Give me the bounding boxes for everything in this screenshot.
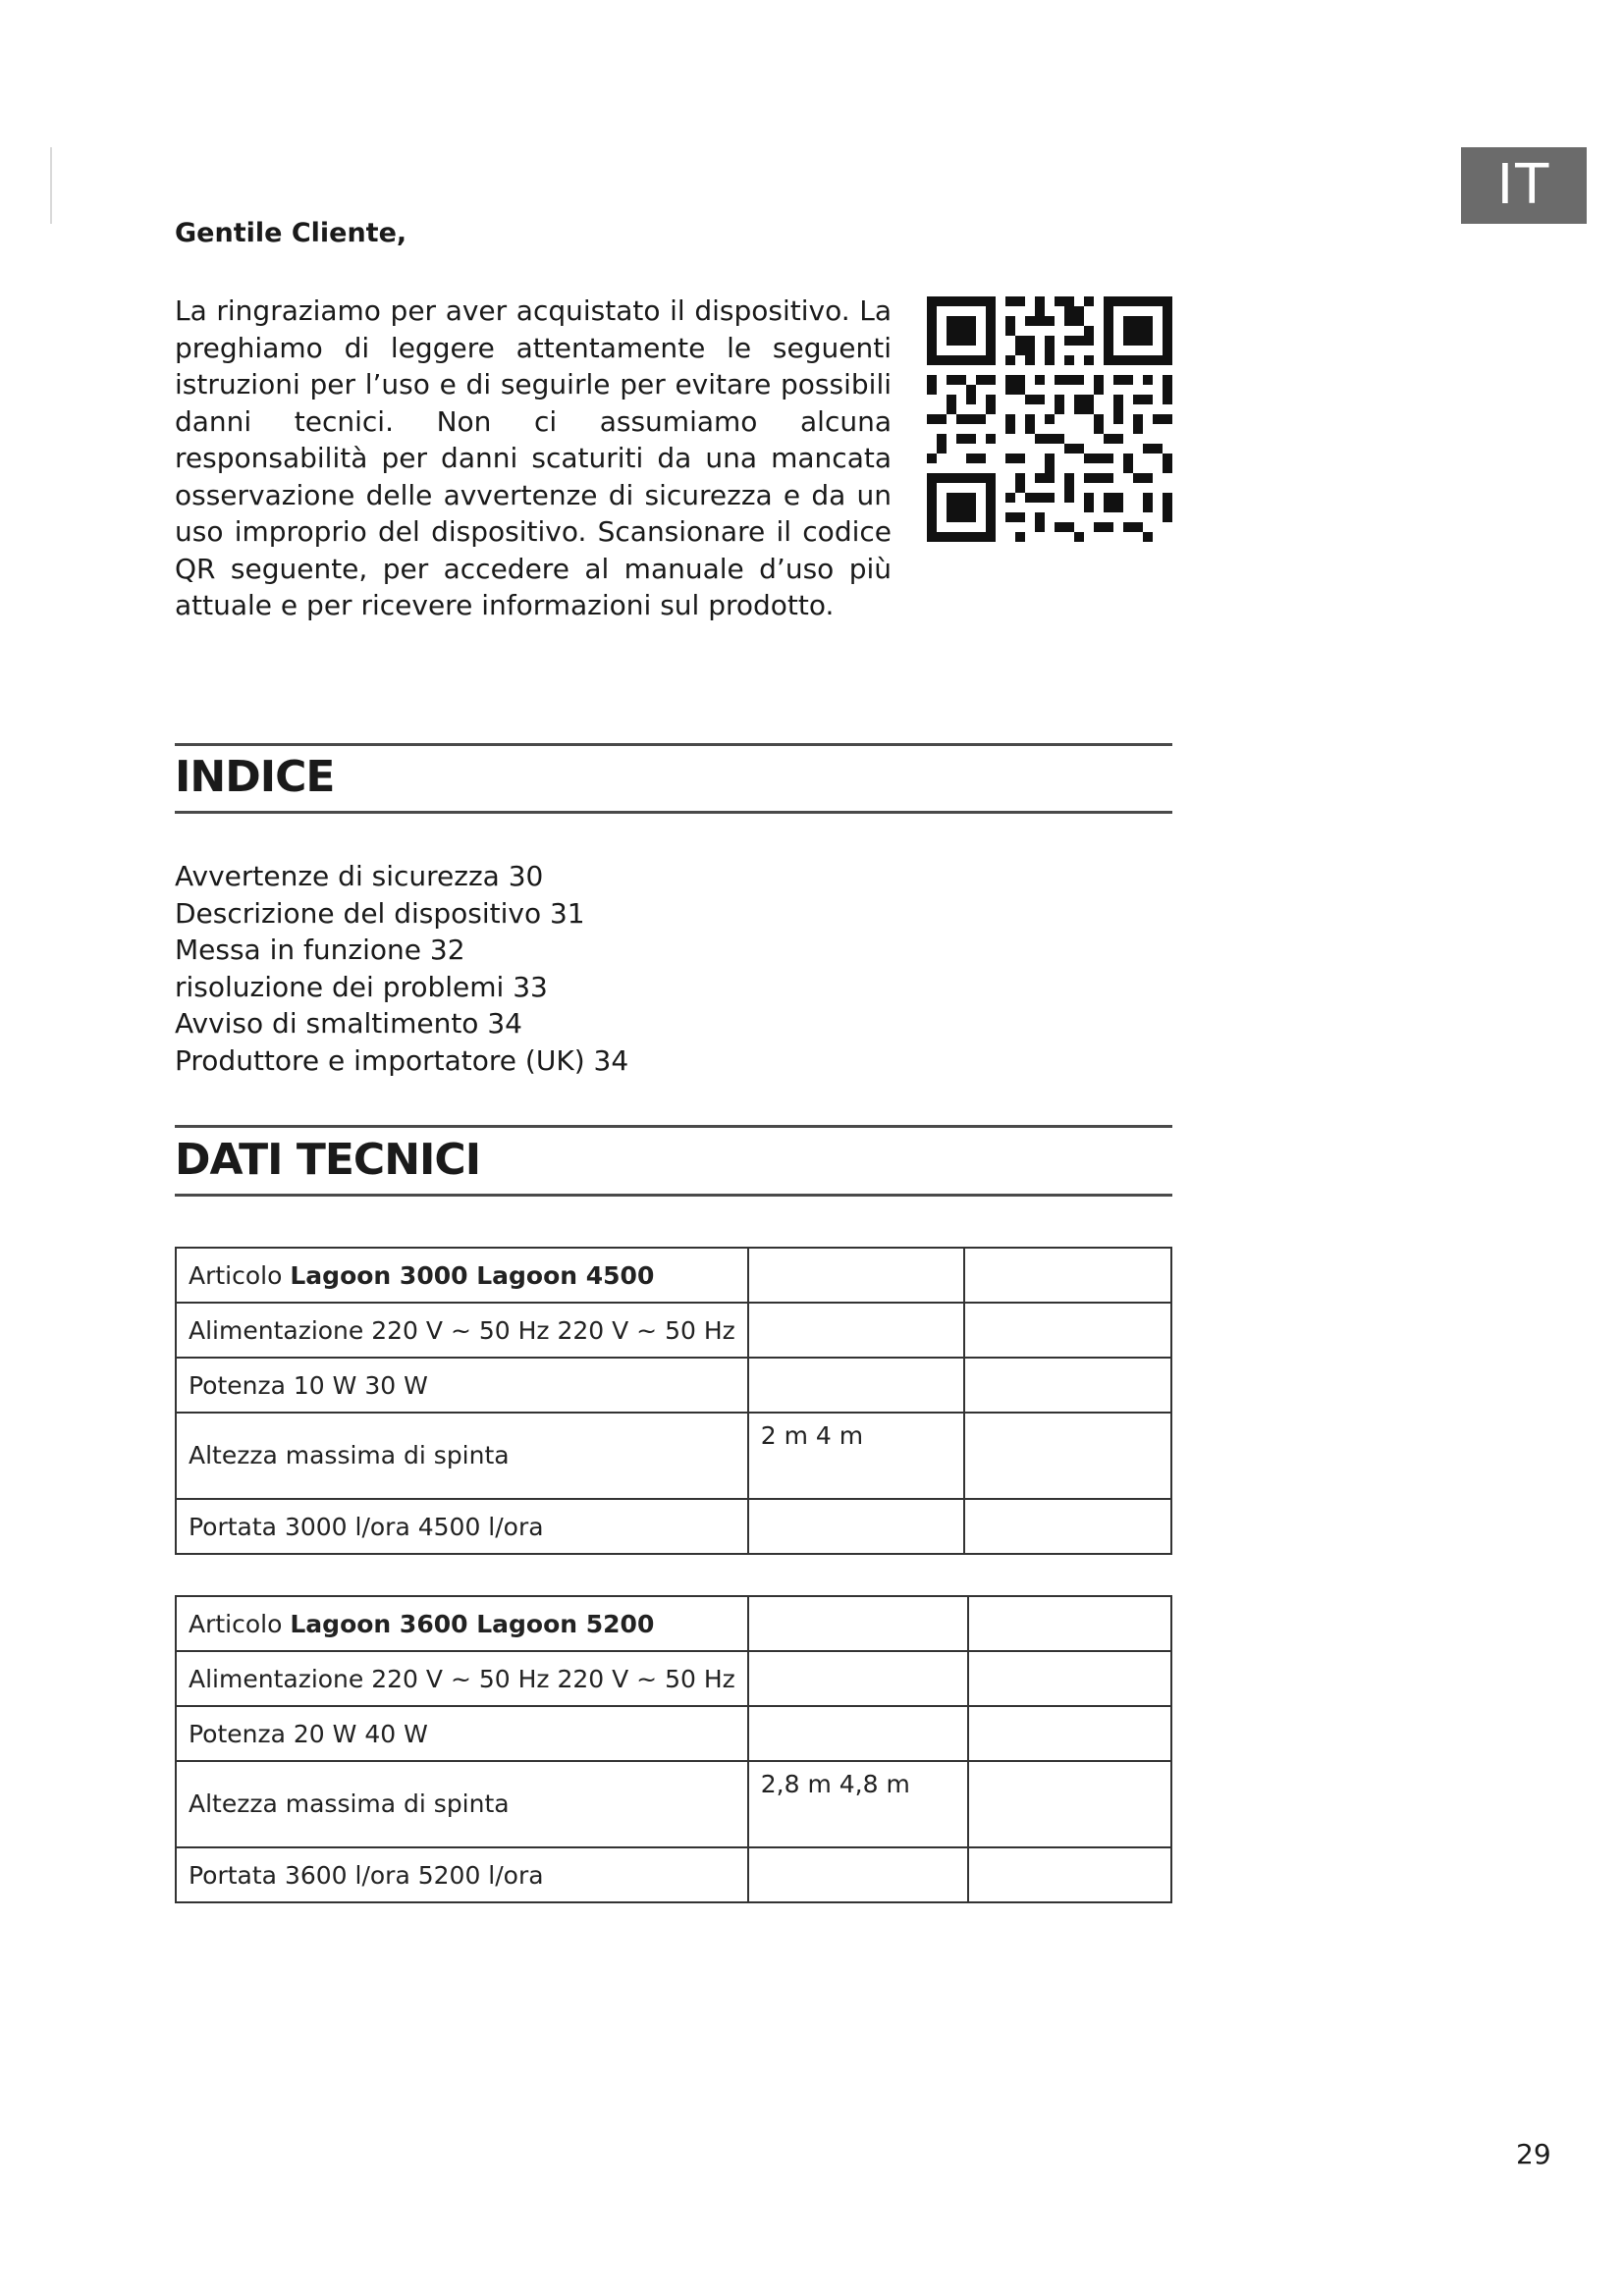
- article-models: Lagoon 3000 Lagoon 4500: [290, 1260, 655, 1290]
- qr-code: [927, 294, 1172, 544]
- index-rule-bottom: [175, 811, 1172, 814]
- tech-rule-top: [175, 1125, 1172, 1128]
- power: Potenza 10 W 30 W: [176, 1358, 748, 1413]
- language-tab: IT: [1461, 147, 1587, 224]
- tech-rule-bottom: [175, 1194, 1172, 1197]
- power: Potenza 20 W 40 W: [176, 1706, 748, 1761]
- table-row: [176, 1248, 1171, 1303]
- index-item: risoluzione dei problemi 33: [175, 970, 548, 1003]
- tech-heading: DATI TECNICI: [175, 1135, 481, 1185]
- margin-line: [50, 147, 52, 224]
- table-row: [176, 1499, 1171, 1554]
- index-list: [175, 858, 628, 1079]
- greeting: Gentile Cliente,: [175, 218, 407, 248]
- index-heading: INDICE: [175, 752, 335, 802]
- table-row: [176, 1847, 1171, 1902]
- power-supply: Alimentazione 220 V ~ 50 Hz 220 V ~ 50 Hz: [189, 1315, 735, 1345]
- index-item: Produttore e importatore (UK) 34: [175, 1043, 629, 1077]
- index-item: Messa in funzione 32: [175, 934, 465, 966]
- height-value: 2,8 m 4,8 m: [748, 1761, 968, 1847]
- table-row: [176, 1358, 1171, 1413]
- index-item: Descrizione del dispositivo 31: [175, 896, 585, 930]
- page-number: 29: [1516, 2138, 1551, 2170]
- article-models: Lagoon 3600 Lagoon 5200: [290, 1609, 655, 1638]
- spec-table-2: [175, 1595, 1172, 1903]
- spec-table-1: [175, 1247, 1172, 1555]
- index-item: Avviso di smaltimento 34: [175, 1007, 522, 1040]
- table-row: [176, 1596, 1171, 1651]
- article-label: Articolo: [189, 1260, 283, 1290]
- table-row: [176, 1706, 1171, 1761]
- table-row: [176, 1303, 1171, 1358]
- table-row: [176, 1761, 1171, 1847]
- article-label: Articolo: [189, 1609, 283, 1638]
- height-value: 2 m 4 m: [748, 1413, 964, 1499]
- flow: Portata 3600 l/ora 5200 l/ora: [189, 1860, 544, 1890]
- table-row: [176, 1413, 1171, 1499]
- power-supply: Alimentazione 220 V ~ 50 Hz 220 V ~ 50 Hz: [189, 1664, 735, 1693]
- table-row: [176, 1651, 1171, 1706]
- index-item: Avvertenze di sicurezza 30: [175, 860, 544, 892]
- intro-paragraph: La ringraziamo per aver acquistato il dispositivo. La preghiamo di leggere attentamente le seguenti istruzioni per l’uso e di seguirle per evitare possibili danni tecnici. Non ci assumiamo alcuna responsabilità per danni scaturiti da una mancata osservazione delle avvertenze di sicurezza e da un uso improprio del dispositivo. Scansionare il codice QR seguente, per accedere al manuale d’uso più attuale e per ricevere informazioni sul prodotto.: [175, 294, 892, 621]
- height-label: Altezza massima di spinta: [176, 1761, 748, 1847]
- flow: Portata 3000 l/ora 4500 l/ora: [189, 1512, 544, 1541]
- index-rule-top: [175, 743, 1172, 746]
- height-label: Altezza massima di spinta: [176, 1413, 748, 1499]
